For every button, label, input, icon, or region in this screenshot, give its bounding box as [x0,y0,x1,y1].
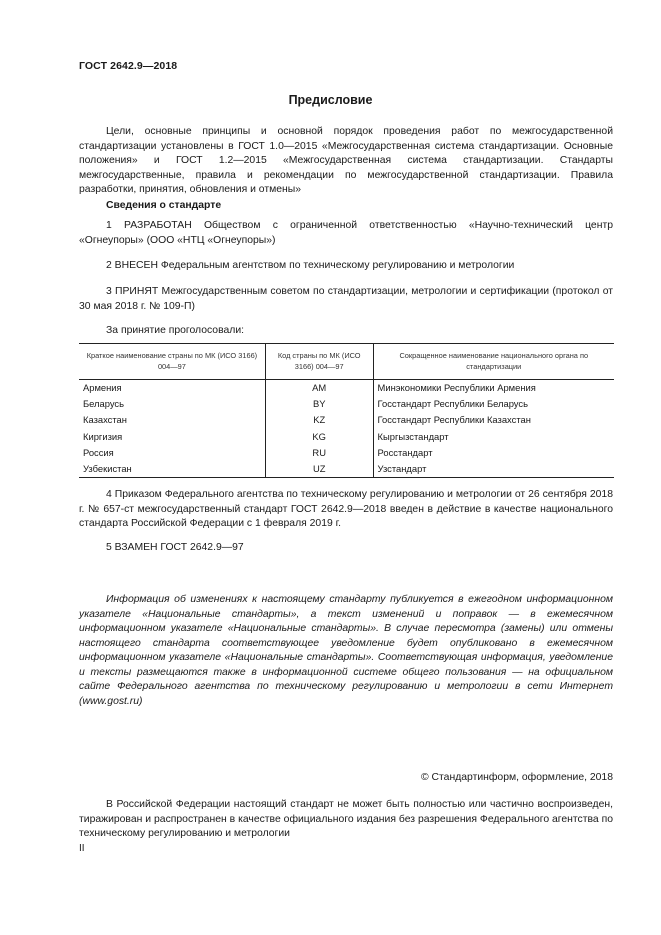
table-cell-body: Госстандарт Республики Беларусь [373,396,614,412]
table-row [79,461,614,478]
standard-code: ГОСТ 2642.9—2018 [79,60,178,72]
changes-info-notice: Информация об изменениях к настоящему стандарту публикуется в ежегодном информационном указателе «Национальные стандарты», а текст изменений и поправок — в ежемесячном информационном указателе «Национальные стандарты». В случае пересмотра (замены) или отмены настоящего стандарта соответствующее уведомление будет опубликовано в ежемесячном информационном указателе «Национальные стандарты». Соответствующая информация, уведомление и тексты размещаются также в информационной системе общего пользования — на официальном сайте Федерального агентства по техническому регулированию и метрологии в сети Интернет (www.gost.ru) [79,594,613,707]
table-row [79,380,614,397]
table-cell-body: Кыргызстандарт [373,429,614,445]
voting-table [79,343,614,478]
table-cell-country: Армения [83,382,122,393]
intro-paragraph: Цели, основные принципы и основной порядок проведения работ по межгосударственной стандартизации установлены в ГОСТ 1.0—2015 «Межгосударственная система стандартизации. Основные положения» и ГОСТ 1.2—2015 «Межгосударственная система стандартизации. Стандарты межгосударственные, правила и рекомендации по межгосударственной стандартизации. Правила разработки, принятия, обновления и отмены» [79,126,613,195]
table-header-row [79,344,614,380]
table-cell-body: Росстандарт [373,445,614,461]
table-cell-body: Узстандарт [373,461,614,478]
table-cell-code: KZ [265,412,373,428]
item-developed: 1 РАЗРАБОТАН Обществом с ограниченной ответственностью «Научно-технический центр «Огнеупоры» (ООО «НТЦ «Огнеупоры») [79,220,613,246]
table-cell-country: Беларусь [83,398,125,410]
section-heading: Сведения о стандарте [106,200,222,211]
table-row [79,412,614,428]
table-row [79,429,614,445]
table-cell-code: UZ [265,461,373,478]
table-cell-country: Казахстан [83,414,127,426]
item-enacted: 4 Приказом Федерального агентства по техническому регулированию и метрологии от 26 сентября 2018 г. № 657-ст межгосударственный стандарт ГОСТ 2642.9—2018 введен в действие в качестве национального стандарта Российской Федерации с 1 февраля 2019 г. [79,489,613,529]
table-header-code: Код страны по МК (ИСО 3166) 004—97 [265,344,373,380]
table-row [79,445,614,461]
item-replaces: 5 ВЗАМЕН ГОСТ 2642.9—97 [106,542,244,553]
table-cell-code: BY [265,396,373,412]
page-title: Предисловие [288,93,373,107]
table-cell-code: AM [265,380,373,397]
page-number: II [79,843,85,854]
table-header-country: Краткое наименование страны по МК (ИСО 3166) 004—97 [79,344,265,380]
copyright: © Стандартинформ, оформление, 2018 [420,772,613,783]
table-cell-country: Узбекистан [79,461,265,478]
reproduction-notice: В Российской Федерации настоящий стандарт не может быть полностью или частично воспроизведен, тиражирован и распространен в качестве официального издания без разрешения Федерального агентства по техническому регулированию и метрологии [79,799,613,839]
table-cell-code: RU [265,445,373,461]
table-cell-body: Минэкономики Республики Армения [373,380,614,397]
table-cell-country: Россия [83,446,114,458]
table-row [79,396,614,412]
vote-label: За принятие проголосовали: [106,325,245,336]
item-adopted: 3 ПРИНЯТ Межгосударственным советом по стандартизации, метрологии и сертификации (протокол от 30 мая 2018 г. № 109-П) [79,286,613,312]
item-submitted: 2 ВНЕСЕН Федеральным агентством по техническому регулированию и метрологии [106,260,515,271]
table-header-body: Сокращенное наименование национального органа по стандартизации [373,344,614,380]
table-cell-body: Госстандарт Республики Казахстан [373,412,614,428]
table-cell-code: KG [265,429,373,445]
table-cell-country: Киргизия [83,430,123,442]
